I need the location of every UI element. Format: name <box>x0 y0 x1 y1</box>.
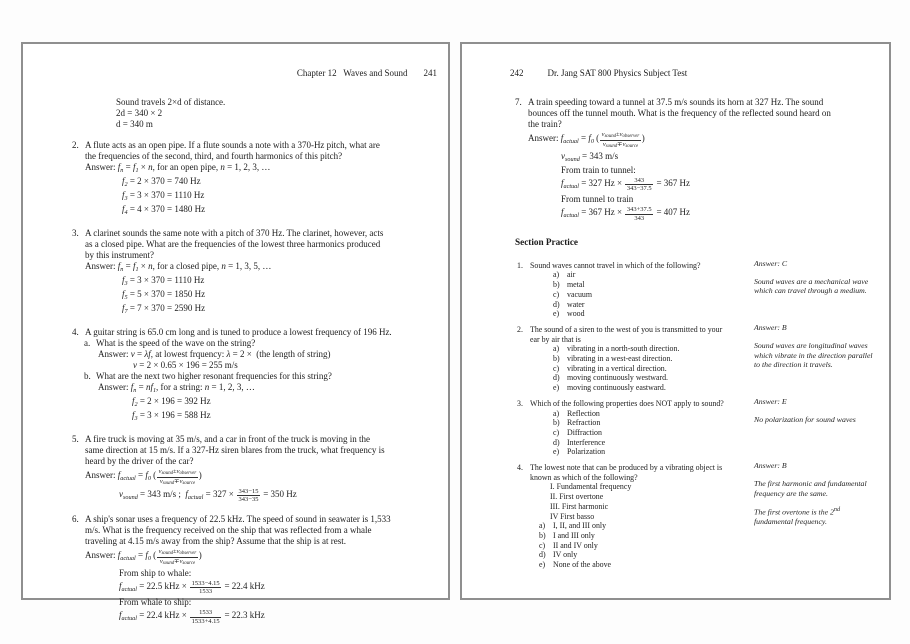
right-page-content <box>462 97 889 223</box>
answer-column <box>754 323 876 376</box>
question-text: known as which of the following? <box>530 472 638 482</box>
question-option: e) moving continuously eastward. <box>553 383 666 393</box>
option-letter: a) <box>553 408 560 418</box>
answer-note: The first harmonic and fundamental frequency are the same. <box>754 479 867 498</box>
text-line: by this instrument? <box>85 250 154 260</box>
question-text: ear by air that is <box>530 334 581 344</box>
answer-note: Sound waves are a mechanical wave which can travel through a medium. <box>754 276 869 296</box>
text-line: $v_{sound} = 343$ m/s ; $f_{actual} = 327$ × $\frac{343-15}{343-35}$ = 350 Hz <box>119 487 297 504</box>
text-line: $f_{actual} = 327$ Hz × $\frac{343}{343-37.5}$ = 367 Hz <box>561 176 691 193</box>
option-letter: e) <box>553 383 560 393</box>
fraction: $\frac{v_{sound}\pm v_{observer}}{v_{sound}\mp v_{source}}$ <box>158 468 197 486</box>
roman-item: III. First harmonic <box>550 501 609 511</box>
text-line: From ship to whale: <box>119 567 192 578</box>
question-number: 3. <box>517 398 523 408</box>
question-option: c) II and IV only <box>539 540 598 550</box>
question-number: 2. <box>517 324 523 334</box>
text-line: traveling at 4.15 m/s away from the ship? Assume that the ship is at rest. <box>85 536 346 547</box>
question-option: e) Polarization <box>553 447 606 457</box>
option-letter: e) <box>553 309 560 319</box>
fraction: $\frac{343-15}{343-35}$ <box>238 487 259 504</box>
option-letter: b) <box>553 418 560 428</box>
question-option: c) vibrating in a vertical direction. <box>553 363 667 373</box>
option-letter: a) <box>553 344 560 354</box>
text-line: Answer: v = λf, at lowest frquency: λ = 2 × (the length of string) <box>98 349 331 359</box>
question-option: b) I and III only <box>539 530 595 540</box>
text-line: a. What is the speed of the wave on the string? <box>84 338 256 348</box>
answer-note: Sound waves are longitudinal waves which vibrate in the direction parallel to the direction it travels. <box>754 341 873 369</box>
answer-note: The first overtone is the 2nd fundamental frequency. <box>754 505 841 526</box>
question-option: d) Interference <box>553 437 606 447</box>
roman-item: I. Fundamental frequency <box>550 482 632 492</box>
question-number: 4. <box>517 463 523 473</box>
text-line: the train? <box>528 119 562 129</box>
text-line: Answer: $f_n = f_1 \times n$, for an open pipe, n = 1, 2, 3, … <box>85 162 271 174</box>
text-line: From tunnel to train <box>561 194 634 205</box>
section-practice-title: Section Practice <box>515 236 579 247</box>
answer-label: Answer: B <box>754 461 787 471</box>
option-letter: e) <box>553 447 560 457</box>
practice-question <box>462 463 889 570</box>
left-page <box>21 42 450 625</box>
fraction: $\frac{343}{343-37.5}$ <box>626 176 652 193</box>
text-line: 3. A clarinet sounds the same note with a pitch of 370 Hz. The clarinet, however, acts <box>72 228 384 238</box>
text-line: $f_4 = 4 \times 370 = 1480$ Hz <box>122 204 206 216</box>
text-line: $f_7 = 7 \times 370 = 2590$ Hz <box>122 303 206 315</box>
answer-label: Answer: B <box>754 322 787 332</box>
question-number: 1. <box>517 260 523 270</box>
fraction: $\frac{343+37.5}{343}$ <box>626 206 652 222</box>
page-number: 241 <box>423 68 437 78</box>
text-line: Answer: $f_n = nf_1$, for a string: n = 1, 2, 3, … <box>98 382 255 394</box>
option-letter: a) <box>539 521 546 531</box>
text-line: Answer: $f_{actual} = f_0$ ( $\frac{v_{sound}\pm v_{observer}}{v_{sound}\mp v_{source}}$ ) <box>528 131 645 149</box>
practice-question <box>462 322 889 393</box>
question-option: b) Refraction <box>553 418 601 428</box>
question-option: a) I, II, and III only <box>539 521 607 531</box>
text-line: 5. A fire truck is moving at 35 m/s, and a car in front of the truck is moving in the <box>72 434 370 444</box>
text-line: $v_{sound} = 343$ m/s <box>561 150 619 163</box>
text-line: 7. A train speeding toward a tunnel at 37.5 m/s sounds its horn at 327 Hz. The sound <box>515 97 824 107</box>
question-option: d) water <box>553 299 585 309</box>
option-letter: d) <box>539 550 546 560</box>
text-line: b. What are the next two higher resonant frequencies for this string? <box>84 371 332 381</box>
question-option: a) air <box>553 270 576 280</box>
text-line: the frequencies of the second, third, and fourth harmonics of this pitch? <box>85 151 343 161</box>
question-text: 1. Sound waves cannot travel in which of the following? <box>517 260 701 270</box>
text-line: d = 340 m <box>116 119 153 129</box>
question-text: 4. The lowest note that can be produced by a vibrating object is <box>517 463 723 473</box>
text-line: bounces off the tunnel mouth. What is the frequency of the reflected sound heard on <box>528 108 831 118</box>
text-line: Answer: $f_n = f_1 \times n$, for a closed pipe, n = 1, 3, 5, … <box>85 261 272 273</box>
option-letter: d) <box>553 373 560 383</box>
text-line: as a closed pipe. What are the frequencies of the lowest three harmonics produced <box>85 239 381 249</box>
text-line: 6. A ship's sonar uses a frequency of 22.5 kHz. The speed of sound in seawater is 1,533 <box>72 514 391 525</box>
roman-item: IV First basso <box>550 511 595 521</box>
answer-note: No polarization for sound waves <box>754 415 856 425</box>
option-letter: c) <box>553 363 560 373</box>
fraction: $\frac{v_{sound}\pm v_{observer}}{v_{sound}\mp v_{source}}$ <box>158 548 197 566</box>
text-line: 2. A flute acts as an open pipe. If a flute sounds a note with a 370-Hz pitch, what are <box>72 140 380 150</box>
text-line: 4. A guitar string is 65.0 cm long and is tuned to produce a lowest frequency of 196 Hz. <box>72 327 392 337</box>
option-letter: a) <box>553 270 560 280</box>
text-line: From whale to ship: <box>119 597 192 608</box>
right-page <box>460 42 891 600</box>
chapter-title: Chapter 12 Waves and Sound <box>296 68 408 78</box>
option-letter: c) <box>553 289 560 299</box>
text-line: m/s. What is the frequency received on the ship that was reflected from a whale <box>85 525 372 536</box>
question-option: d) IV only <box>539 550 578 560</box>
question-text: 3. Which of the following properties does NOT apply to sound? <box>517 398 724 408</box>
question-option: c) Diffraction <box>553 427 602 437</box>
left-page-header <box>23 68 448 79</box>
practice-question <box>462 258 889 319</box>
text-line: Sound travels 2×d of distance. <box>116 97 226 107</box>
text-line: heard by the driver of the car? <box>85 456 194 466</box>
question-option: b) vibrating in a west-east direction. <box>553 354 673 364</box>
option-letter: c) <box>539 540 546 550</box>
section-practice-questions <box>462 258 889 570</box>
text-line: $f_5 = 5 \times 370 = 1850$ Hz <box>122 289 206 301</box>
question-option: c) vacuum <box>553 289 592 299</box>
answer-column <box>754 461 876 533</box>
text-line: 2d = 340 × 2 <box>116 108 163 118</box>
text-line: $f_{actual} = 22.4$ kHz × $\frac{1533}{1533+4.15}$ = 22.3 kHz <box>119 609 265 625</box>
text-line: From train to tunnel: <box>561 164 636 175</box>
question-option: b) metal <box>553 280 585 290</box>
question-option: a) vibrating in a north-south direction. <box>553 344 680 354</box>
question-option: e) None of the above <box>539 560 612 570</box>
left-page-content <box>23 97 448 626</box>
fraction: $\frac{1533}{1533+4.15}$ <box>191 609 220 625</box>
practice-question <box>462 396 889 457</box>
text-line: $f_2 = 2 \times 196 = 392$ Hz <box>132 396 211 408</box>
text-line: $f_3 = 3 \times 196 = 588$ Hz <box>132 410 211 422</box>
text-line: Answer: $f_{actual} = f_0$ ( $\frac{v_{sound}\pm v_{observer}}{v_{sound}\mp v_{source}}$ ) <box>85 468 202 486</box>
option-letter: d) <box>553 437 560 447</box>
question-text: 2. The sound of a siren to the west of you is transmitted to your <box>517 324 723 334</box>
option-letter: e) <box>539 560 546 570</box>
question-option: d) moving continuously westward. <box>553 373 669 383</box>
text-line: v = 2 × 0.65 × 196 = 255 m/s <box>133 360 238 370</box>
option-letter: b) <box>539 530 546 540</box>
book-title: Dr. Jang SAT 800 Physics Subject Test <box>547 68 688 78</box>
text-line: $f_2 = 2 \times 370 = 740$ Hz <box>122 176 201 188</box>
option-letter: c) <box>553 427 560 437</box>
right-page-header <box>462 68 889 79</box>
option-letter: b) <box>553 354 560 364</box>
option-letter: b) <box>553 280 560 290</box>
question-option: a) Reflection <box>553 408 600 418</box>
text-line: $f_3 = 3 \times 370 = 1110$ Hz <box>122 190 205 202</box>
text-line: Answer: $f_{actual} = f_0$ ( $\frac{v_{sound}\pm v_{observer}}{v_{sound}\mp v_{source}}$ ) <box>85 548 202 566</box>
question-option: e) wood <box>553 309 585 319</box>
text-line: $f_3 = 3 \times 370 = 1110$ Hz <box>122 275 205 287</box>
fraction: $\frac{1533-4.15}{1533}$ <box>191 579 220 596</box>
text-line: same direction at 15 m/s. If a 327-Hz siren blares from the truck, what frequency is <box>85 445 385 455</box>
text-line: $f_{actual} = 367$ Hz × $\frac{343+37.5}{343}$ = 407 Hz <box>561 206 691 222</box>
answer-column <box>754 259 876 303</box>
answer-label: Answer: E <box>754 396 787 406</box>
answer-label: Answer: C <box>754 258 788 268</box>
text-line: $f_{actual} = 22.5$ kHz × $\frac{1533-4.15}{1533}$ = 22.4 kHz <box>119 579 265 596</box>
option-letter: d) <box>553 299 560 309</box>
page-number: 242 <box>510 68 524 78</box>
roman-item: II. First overtone <box>550 492 604 502</box>
answer-column <box>754 397 876 432</box>
fraction: $\frac{v_{sound}\pm v_{observer}}{v_{sound}\mp v_{source}}$ <box>601 131 640 149</box>
